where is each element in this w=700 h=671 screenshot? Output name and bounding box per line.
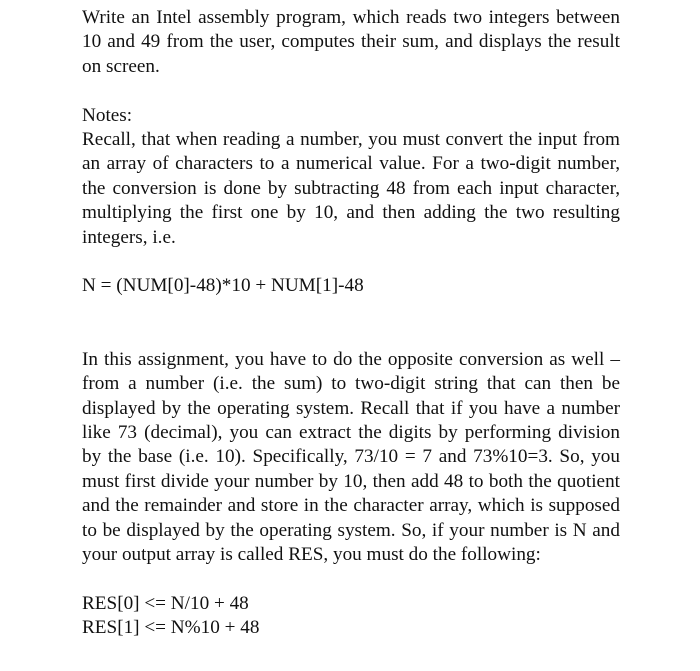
intro-paragraph: Write an Intel assembly program, which reads two integers between 10 and 49 from the user, computes their sum, and displays the result on screen. [82,7,620,77]
assignment-paragraph: In this assignment, you have to do the opposite conversion as well – from a number (i.e. the sum) to two-digit string that can then be displayed by the operating system. Recall that if you have a number like 73 (decimal), you can extract the digits by performing division by the base (i.e. 10). Specifically, 73/10 = 7 and 73%10=3. So, you must first divide your number by 10, then add 48 to both the quotient and the remainder and store in the character array, which is supposed to be displayed by the operating system. So, if your number is N and your output array is called RES, you must do the following: [82,348,620,566]
code-line-res1: RES[1] <= N%10 + 48 [82,617,260,639]
code-line-res0: RES[0] <= N/10 + 48 [82,592,249,614]
conversion-formula: N = (NUM[0]-48)*10 + NUM[1]-48 [82,275,364,297]
document [82,6,620,641]
notes-paragraph: Recall, that when reading a number, you must convert the input from an array of characters to a numerical value. For a two-digit number, the conversion is done by subtracting 48 from each input character, multiplying the first one by 10, and then adding the two resulting integers, i.e. [82,129,620,248]
notes-heading: Notes: [82,104,133,126]
